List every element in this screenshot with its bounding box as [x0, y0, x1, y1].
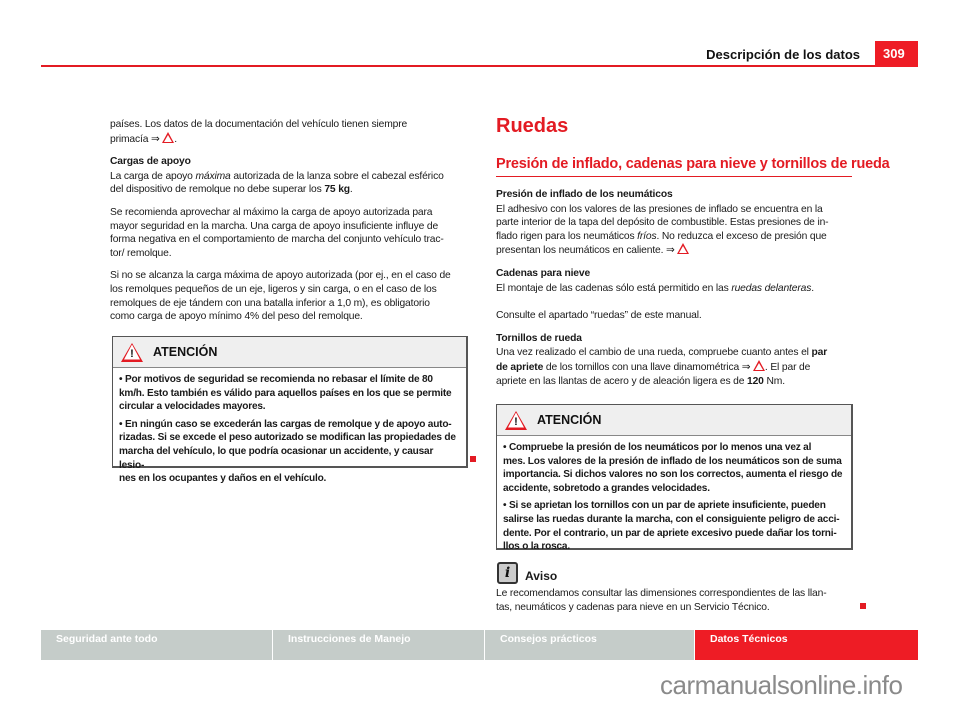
text-run: .	[811, 282, 814, 294]
text-run: máxima	[195, 170, 231, 182]
text-run: 75 kg	[324, 184, 350, 196]
warning-reference-icon[interactable]	[753, 360, 765, 371]
cargas-paragraph-3	[110, 269, 472, 323]
chapter-title: Ruedas	[496, 115, 569, 137]
text-run: Nm.	[763, 375, 785, 387]
tornillos-paragraph	[496, 346, 858, 388]
note-text: Le recomendamos consultar las dimensiones correspondientes de las llan- tas, neumáticos y cadenas para nieve en un Servicio Técnico.	[496, 588, 827, 613]
section-subtitle: Presión de inflado, cadenas para nieve y tornillos de rueda	[496, 156, 890, 172]
text-run: 120	[747, 375, 764, 387]
footer-tab-consejos[interactable]: Consejos prácticos	[485, 630, 694, 660]
presion-heading: Presión de inflado de los neumáticos	[496, 189, 673, 200]
right-column	[496, 188, 858, 397]
text-run: .	[174, 133, 177, 145]
warning-reference-icon[interactable]	[677, 243, 689, 254]
note	[496, 587, 858, 623]
cargas-heading: Cargas de apoyo	[110, 156, 191, 168]
footer-tab-datos-tecnicos[interactable]: Datos Técnicos	[695, 630, 918, 660]
text-run: . El par de apriete en las llantas de acero y de aleación ligera es de	[496, 361, 811, 387]
cadenas-paragraph-2	[496, 309, 858, 323]
end-of-section-mark	[860, 603, 866, 609]
warning-item: • En ningún caso se excederán las cargas de remolque y de apoyo auto- rizadas. Si se excede el peso autorizado se modifican las propiedades de marcha del vehículo, lo que podría ocasionar un accidente, y causar lesio- nes en los ocupantes y daños en el vehículo.	[119, 418, 456, 485]
text-run: países. Los datos de la documentación del vehículo tienen siempre primacía ⇒	[110, 119, 408, 145]
text-run: Una vez realizado el cambio de una rueda, compruebe cuanto antes el	[496, 347, 812, 359]
info-icon: i	[497, 562, 518, 584]
warning-icon	[121, 343, 143, 362]
cadenas-heading: Cadenas para nieve	[496, 267, 591, 279]
text-run: Consulte el apartado “ruedas” de este manual.	[496, 310, 702, 322]
footer-tab-seguridad[interactable]: Seguridad ante todo	[41, 630, 272, 660]
text-run: de los tornillos con una llave dinamométrica ⇒	[543, 361, 753, 373]
text-run: La carga de apoyo	[110, 170, 196, 182]
watermark: carmanualsonline.info	[660, 670, 903, 700]
presion-paragraph	[496, 203, 858, 258]
warning-box-right	[496, 404, 853, 553]
warning-item: • Si se aprietan los tornillos con un par de apriete insuficiente, pueden salirse las ruedas durante la marcha, con el consiguiente peligro de acci- dente. Por el contrario, un par de apriete excesivo puede dañar los torni- llos o la rosca.	[503, 500, 840, 553]
text-run: Se recomienda aprovechar al máximo la carga de apoyo autorizada para mayor seguridad en la marcha. Una carga de apoyo insuficiente influye de forma negativa en el comportamiento de marcha del conjunto vehículo trac- tor/ remolque.	[110, 206, 444, 259]
cargas-paragraph-2	[110, 206, 472, 260]
text-run: autorizada de la lanza sobre el cabezal esférico del dispositivo de remolque no debe superar los	[110, 170, 444, 196]
footer-tab-instrucciones[interactable]: Instrucciones de Manejo	[273, 630, 484, 660]
text-run: Si no se alcanza la carga máxima de apoyo autorizada (por ej., en el caso de los remolques pequeños de un eje, ligeros y sin carga, o en el caso de los remolques de eje tándem con una batalla inferior a 1,0 m), es obligatorio como carga de apoyo mínimo 4% del peso del remolque.	[110, 270, 451, 323]
warning-title: ATENCIÓN	[537, 413, 602, 427]
text-run: fríos	[637, 230, 657, 242]
note-title: Aviso	[525, 569, 558, 583]
warning-item: • Compruebe la presión de los neumáticos por lo menos una vez al mes. Los valores de la presión de inflado de los neumáticos son de suma importancia. Si dichos valores no son los correctos, aumenta el riesgo de accidente, sobretodo a grandes velocidades.	[503, 442, 843, 494]
warning-box-left	[112, 336, 468, 485]
page-number: 309	[875, 41, 918, 67]
header-rule	[41, 65, 875, 67]
section-title: Descripción de los datos	[706, 47, 860, 62]
text-run: par de apriete	[496, 347, 828, 373]
warning-icon	[505, 411, 527, 430]
left-column	[110, 118, 472, 333]
text-run: El adhesivo con los valores de las presiones de inflado se encuentra en la parte interior de la tapa del depósito de combustible. Estas presiones de in- flado rigen para los neumáticos	[496, 203, 829, 242]
text-run: . No reduzca el exceso de presión que presentan los neumáticos en caliente. ⇒	[496, 230, 827, 257]
cargas-paragraph-1	[110, 170, 472, 197]
warning-title: ATENCIÓN	[153, 345, 218, 359]
text-run: ruedas delanteras	[731, 282, 812, 294]
text-run: .	[349, 184, 353, 196]
text-run: El montaje de las cadenas sólo está permitido en las	[496, 282, 732, 294]
tornillos-heading: Tornillos de rueda	[496, 332, 582, 344]
warning-reference-icon[interactable]	[162, 132, 174, 143]
warning-item: • Por motivos de seguridad se recomienda no rebasar el límite de 80 km/h. Esto también es válido para aquellos países en los que se permite circular a velocidades mayores.	[119, 374, 452, 413]
cadenas-paragraph-1	[496, 282, 858, 296]
intro-paragraph	[110, 118, 472, 146]
subtitle-rule	[496, 176, 852, 177]
end-of-section-mark	[470, 456, 476, 462]
